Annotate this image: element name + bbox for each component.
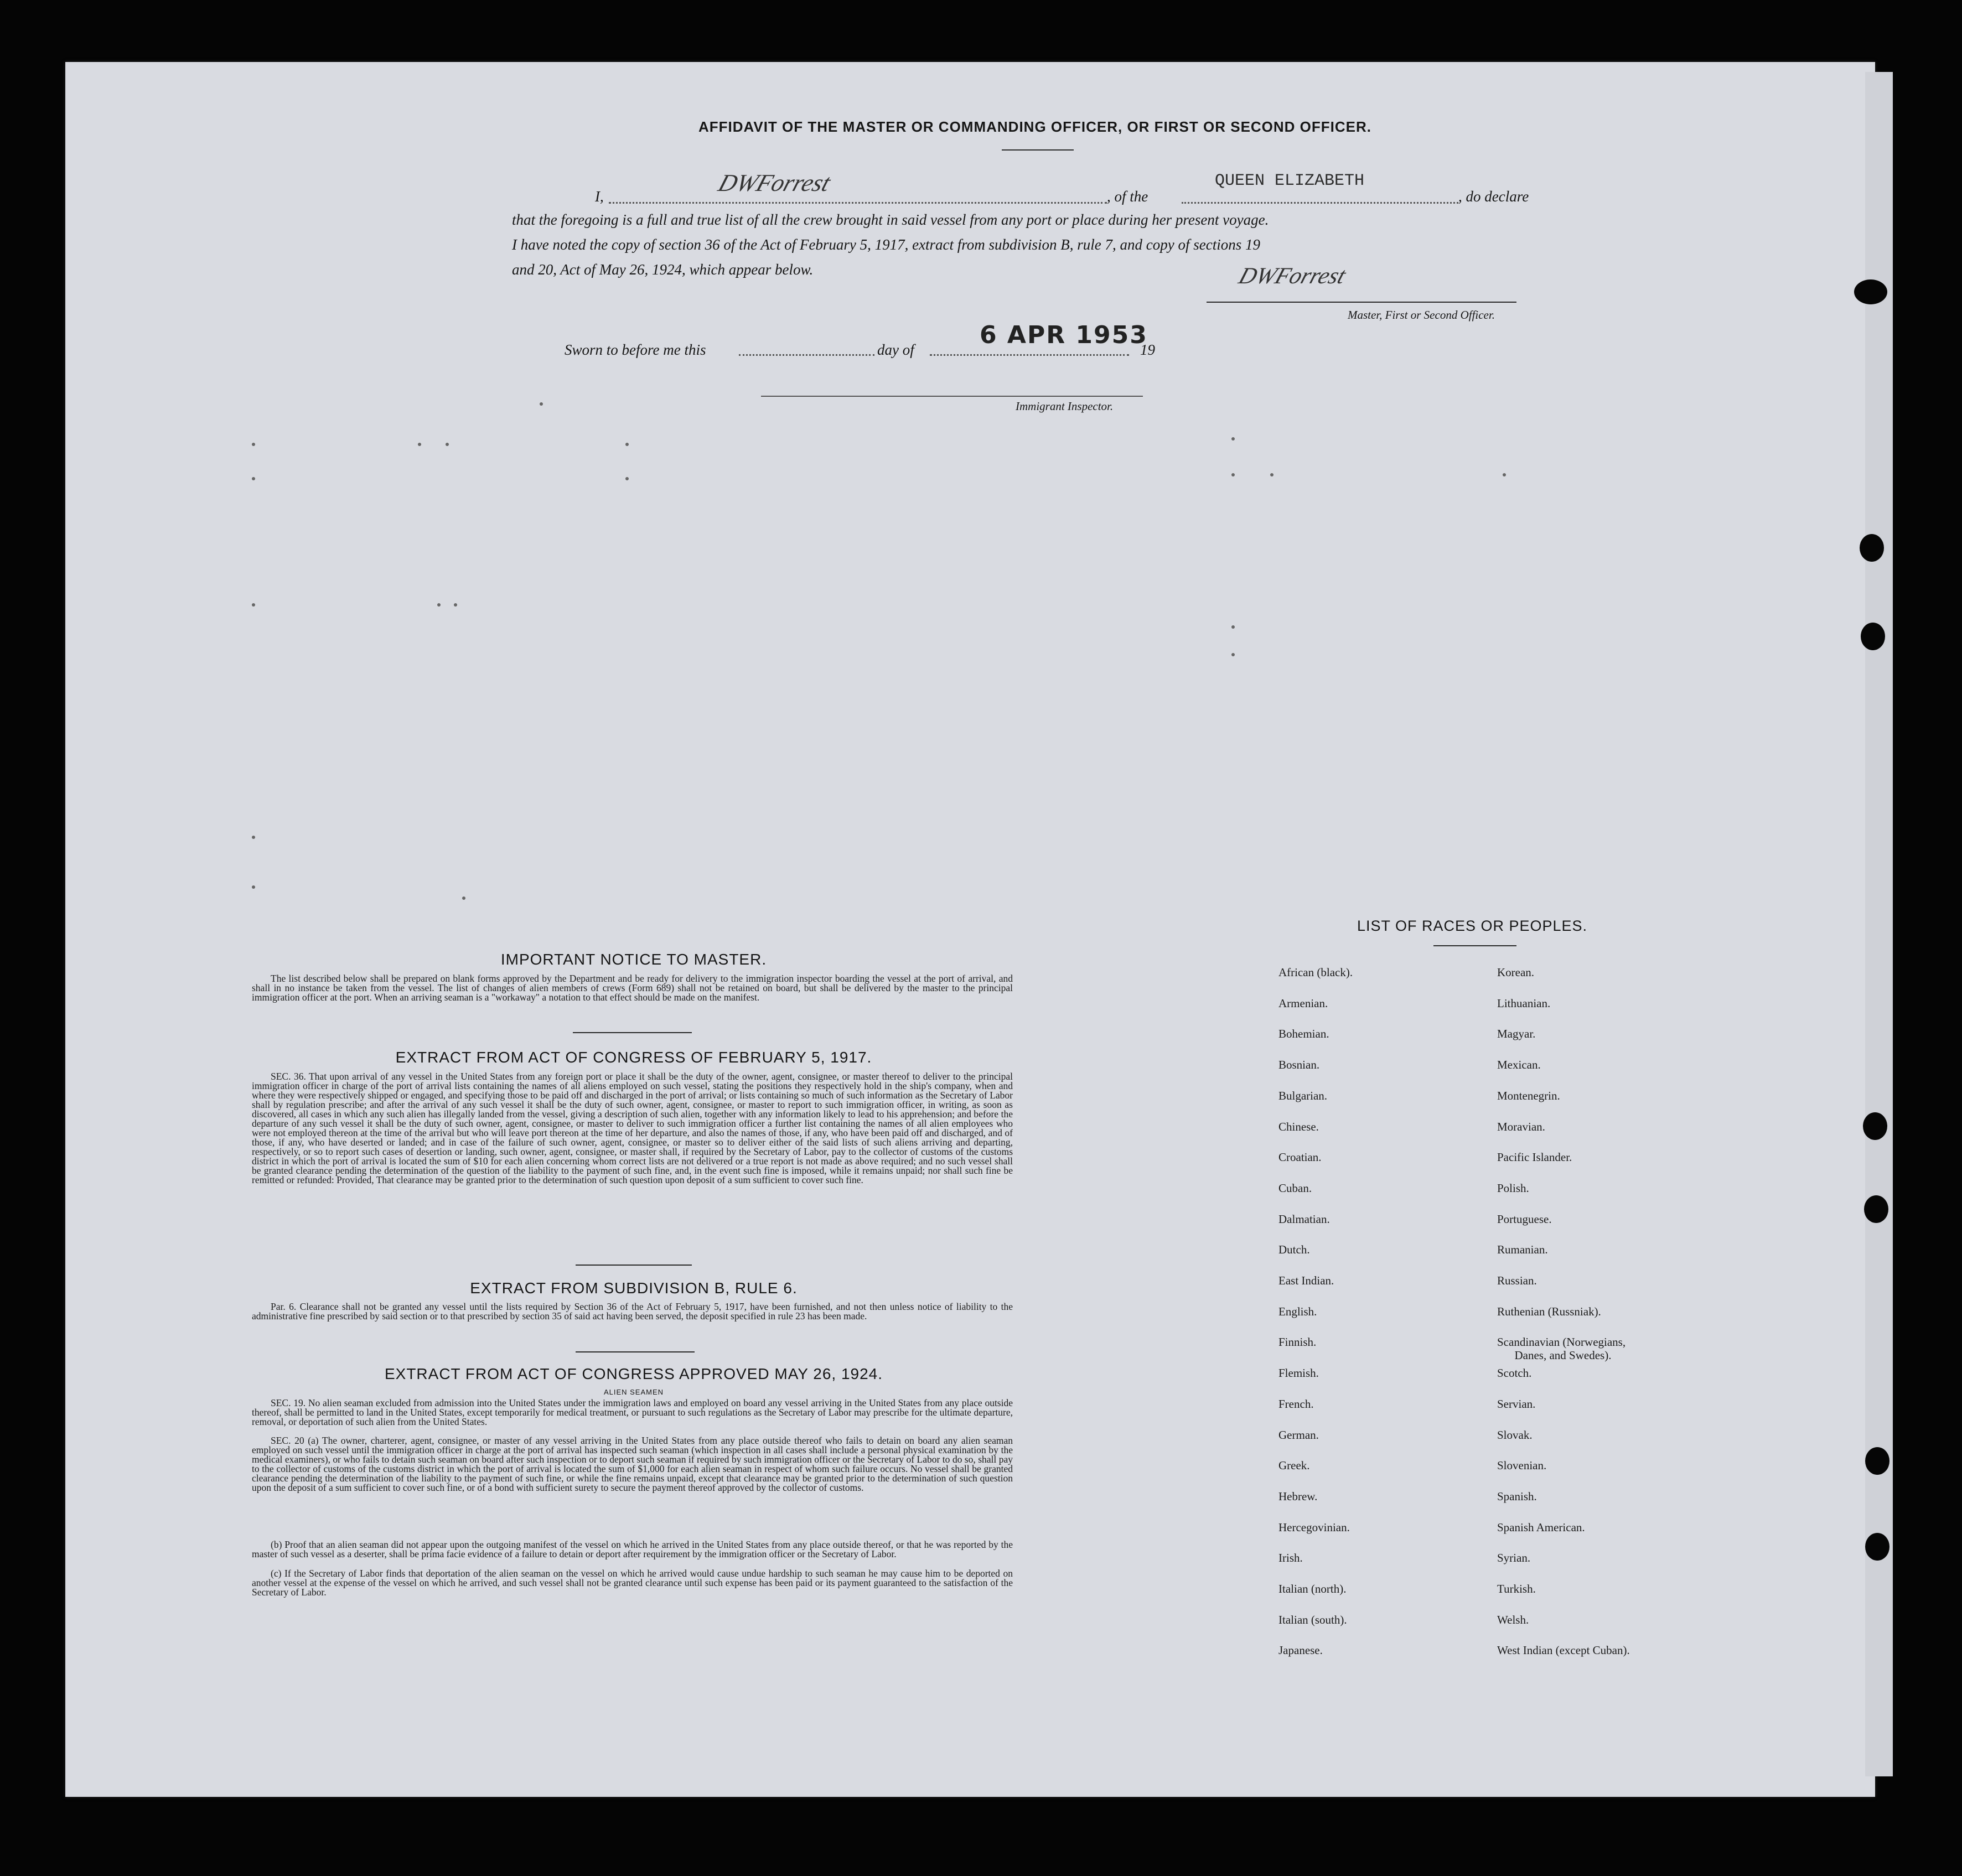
affidavit-line-4: and 20, Act of May 26, 1924, which appear below. bbox=[512, 261, 814, 278]
bleed-dot bbox=[1503, 473, 1506, 476]
date-stamp: 6 APR 1953 bbox=[980, 321, 1148, 349]
race-entry: Greek. bbox=[1278, 1459, 1310, 1473]
day-of-label: day of bbox=[877, 341, 914, 358]
race-entry: Slovenian. bbox=[1497, 1459, 1547, 1473]
race-entry: Hebrew. bbox=[1278, 1489, 1318, 1503]
subdivision-b-title: EXTRACT FROM SUBDIVISION B, RULE 6. bbox=[470, 1279, 798, 1297]
race-entry: Mexican. bbox=[1497, 1058, 1541, 1072]
race-entry: Dutch. bbox=[1278, 1243, 1310, 1257]
inspector-caption: Immigrant Inspector. bbox=[1016, 400, 1114, 413]
bleed-dot bbox=[252, 836, 255, 839]
race-entry: Slovak. bbox=[1497, 1428, 1533, 1442]
sworn-label: Sworn to before me this bbox=[565, 341, 706, 358]
subdivision-b-divider bbox=[576, 1351, 695, 1352]
do-declare-label: , do declare bbox=[1458, 188, 1529, 205]
extract-1924-sec19: SEC. 19. No alien seaman excluded from admission into the United States under the immigration laws and employed on board any vessel arriving in the United States from any place outside thereof, shall be permitted to land in the United States, except temporarily for medical treatment, or pursuant to such regulations as the Secretary of Labor may prescribe for the ultimate departure, removal, or deportation of such alien from the United States. bbox=[252, 1397, 1013, 1427]
sworn-day-line bbox=[739, 354, 874, 356]
year-prefix: 19 bbox=[1140, 341, 1155, 358]
binding-hole bbox=[1861, 623, 1885, 650]
race-entry: Ruthenian (Russniak). bbox=[1497, 1304, 1601, 1318]
race-entry: Rumanian. bbox=[1497, 1243, 1548, 1257]
signer-name-handwritten: DWForrest bbox=[715, 169, 834, 196]
bleed-dot bbox=[252, 443, 255, 446]
race-entry: Magyar. bbox=[1497, 1027, 1536, 1041]
race-entry: Moravian. bbox=[1497, 1120, 1545, 1133]
bleed-dot bbox=[625, 477, 629, 480]
vessel-name: QUEEN ELIZABETH bbox=[1215, 172, 1365, 190]
race-entry: Spanish American. bbox=[1497, 1520, 1585, 1534]
master-signature-line bbox=[1207, 302, 1516, 303]
race-entry: Spanish. bbox=[1497, 1489, 1537, 1503]
bleed-dot bbox=[437, 603, 441, 607]
notice-divider bbox=[573, 1032, 692, 1033]
race-entry: Syrian. bbox=[1497, 1551, 1531, 1565]
bleed-dot bbox=[625, 443, 629, 446]
race-entry: Finnish. bbox=[1278, 1335, 1317, 1349]
race-entry: Irish. bbox=[1278, 1551, 1303, 1565]
extract-1924-subhead: ALIEN SEAMEN bbox=[603, 1388, 664, 1396]
binding-hole bbox=[1865, 1447, 1889, 1475]
bleed-dot bbox=[418, 443, 421, 446]
vessel-name-line bbox=[1182, 202, 1458, 204]
affidavit-i-prefix: I, bbox=[595, 188, 604, 205]
race-entry: Italian (south). bbox=[1278, 1613, 1347, 1626]
races-title-rule bbox=[1433, 945, 1516, 946]
extract-1924-sec20b: (b) Proof that an alien seaman did not appear upon the outgoing manifest of the vessel on which he arrived in the United States from any place outside thereof, or that he was reported by the master of such vessel as a deserter, shall be prima facie evidence of a failure to detain or deport after requirement by the immigration officer or the Secretary of Labor. bbox=[252, 1539, 1013, 1559]
race-entry: Montenegrin. bbox=[1497, 1089, 1560, 1102]
bleed-dot bbox=[1231, 473, 1235, 476]
race-entry: Hercegovinian. bbox=[1278, 1520, 1350, 1534]
race-entry: English. bbox=[1278, 1304, 1317, 1318]
affidavit-line-3: I have noted the copy of section 36 of the Act of February 5, 1917, extract from subdivision B, rule 7, and copy of sections 19 bbox=[512, 236, 1260, 253]
signer-name-line bbox=[609, 202, 1107, 204]
bleed-dot bbox=[1270, 473, 1274, 476]
affidavit-title: AFFIDAVIT OF THE MASTER OR COMMANDING OFFICER, OR FIRST OR SECOND OFFICER. bbox=[698, 118, 1372, 135]
extract-1924-sec20a: SEC. 20 (a) The owner, charterer, agent, consignee, or master of any vessel arriving in the United States from any place outside thereof who fails to detain on board any alien seaman employed on such vessel until the immigration officer in charge at the port of arrival has inspected such seaman (which inspection in all cases shall include a personal physical examination by the medical examiners), or who fails to detain such seaman on board after such inspection or to deport such seaman if required by such immigration officer or the Secretary of Labor to do so, shall pay to the collector of customs of the customs district in which the port of arrival is located the sum of $1,000 for each alien seaman in respect of whom such failure occurs. No vessel shall be granted clearance pending the determination of the liability to the payment of such fine, or while the fine remains unpaid, except that clearance may be granted prior to the determination of such question upon the deposit of a sum sufficient to cover such fine, or of a bond with sufficient surety to secure the payment thereof approved by the collector of customs. bbox=[252, 1435, 1013, 1493]
bleed-dot bbox=[462, 896, 465, 900]
race-entry: Turkish. bbox=[1497, 1582, 1536, 1595]
binding-hole bbox=[1860, 534, 1884, 562]
master-signature: DWForrest bbox=[1235, 263, 1349, 289]
extract-1917-body: SEC. 36. That upon arrival of any vessel in the United States from any foreign port or place it shall be the duty of the owner, agent, consignee, or master thereof to deliver to the principal immigration officer in charge of the port of arrival lists containing the names of all aliens employed on such vessel, stating the positions they respectively hold in the ship's company, when and where they were respectively shipped or engaged, and specifying those to be paid off and discharged in the port of arrival; or lists containing so much of such information as the Secretary of Labor shall by regulation prescribe; and after the arrival of any such vessel it shall be the duty of such owner, agent, consignee, or master to report to such immigration officer, in writing, as soon as discovered, all cases in which any such alien has illegally landed from the vessel, giving a description of such alien, together with any information likely to lead to his apprehension; and before the departure of any such vessel it shall be the duty of such owner, agent, consignee, or master to deliver to such immigration officer a further list containing the names of all alien employees who were not employed thereon at the time of the arrival but who will leave port thereon at the time of her departure, and also the names of those, if any, who have been paid off and discharged, and of those, if any, who have deserted or landed; and in case of the failure of such owner, agent, consignee, or master so to deliver either of the said lists of such aliens arriving and departing, respectively, or so to report such cases of desertion or landing, such owner, agent, consignee, or master shall, if required by the Secretary of Labor, pay to the collector of customs of the customs district in which the port of arrival is located the sum of $10 for each alien concerning whom correct lists are not delivered or a true report is not made as above required; and no such vessel shall be granted clearance pending the determination of the question of the liability to the payment of such fine, and, in the event such fine is imposed, while it remains unpaid; nor shall such fine be remitted or refunded: Provided, That clearance may be granted prior to the determination of such question upon deposit of a sum sufficient to cover such fine. bbox=[252, 1071, 1013, 1185]
race-entry: German. bbox=[1278, 1428, 1319, 1442]
bleed-dot bbox=[454, 603, 457, 607]
race-entry: Armenian. bbox=[1278, 996, 1328, 1010]
of-the-label: , of the bbox=[1107, 188, 1148, 205]
extract-1917-title: EXTRACT FROM ACT OF CONGRESS OF FEBRUARY 5, 1917. bbox=[395, 1049, 872, 1066]
bleed-dot bbox=[1231, 625, 1235, 629]
race-entry: Dalmatian. bbox=[1278, 1212, 1330, 1226]
notice-body: The list described below shall be prepared on blank forms approved by the Department and be ready for delivery to the immigration inspector boarding the vessel at the port of arrival, and shall in no instance be taken from the vessel. The list of changes of alien members of crews (Form 689) shall not be retained on board, but shall be delivered by the master to the principal immigration officer at the port. When an arriving seaman is a "workaway" a notation to that effect should be made on the manifest. bbox=[252, 973, 1013, 1003]
extract-1924-sec20c: (c) If the Secretary of Labor finds that deportation of the alien seaman on the vessel on which he arrived would cause undue hardship to such seaman he may cause him to be deported on another vessel at the expense of the vessel on which he arrived, and such vessel shall not be granted clearance until such expense has been paid or its payment guaranteed to the satisfaction of the Secretary of Labor. bbox=[252, 1568, 1013, 1598]
race-entry: Scandinavian (Norwegians, Danes, and Swedes). bbox=[1497, 1335, 1626, 1362]
sworn-month-line bbox=[930, 354, 1129, 356]
bleed-dot bbox=[252, 477, 255, 480]
binding-hole bbox=[1863, 1112, 1887, 1140]
extract-1924-title: EXTRACT FROM ACT OF CONGRESS APPROVED MAY 26, 1924. bbox=[384, 1365, 883, 1382]
bleed-dot bbox=[540, 402, 543, 406]
bleed-dot bbox=[252, 885, 255, 889]
races-title: LIST OF RACES OR PEOPLES. bbox=[1357, 918, 1588, 934]
race-entry: Bosnian. bbox=[1278, 1058, 1320, 1072]
race-entry: Korean. bbox=[1497, 966, 1535, 979]
binding-hole bbox=[1864, 1195, 1888, 1223]
race-entry: Welsh. bbox=[1497, 1613, 1529, 1626]
binding-hole bbox=[1865, 1533, 1889, 1561]
extract-1917-divider bbox=[576, 1265, 692, 1266]
race-entry: Cuban. bbox=[1278, 1181, 1312, 1195]
affidavit-title-rule bbox=[1002, 149, 1074, 151]
notice-title: IMPORTANT NOTICE TO MASTER. bbox=[500, 951, 767, 968]
race-entry: Portuguese. bbox=[1497, 1212, 1552, 1226]
affidavit-line-2: that the foregoing is a full and true list of all the crew brought in said vessel from any port or place during her present voyage. bbox=[512, 211, 1269, 228]
race-entry: Scotch. bbox=[1497, 1366, 1532, 1380]
subdivision-b-body: Par. 6. Clearance shall not be granted any vessel until the lists required by Section 36 of the Act of February 5, 1917, have been furnished, and not then unless notice of liability to the administrative fine prescribed by said section or to that prescribed by section 35 of said act having been served, the deposit specified in rule 23 has been made. bbox=[252, 1301, 1013, 1322]
race-entry: Lithuanian. bbox=[1497, 996, 1551, 1010]
inspector-signature-line bbox=[761, 396, 1143, 397]
race-entry: Polish. bbox=[1497, 1181, 1529, 1195]
race-entry: Russian. bbox=[1497, 1274, 1537, 1287]
race-entry: Bulgarian. bbox=[1278, 1089, 1328, 1102]
master-signature-caption: Master, First or Second Officer. bbox=[1348, 308, 1495, 322]
race-entry: Japanese. bbox=[1278, 1644, 1323, 1657]
binding-hole bbox=[1854, 279, 1887, 304]
race-entry: French. bbox=[1278, 1397, 1314, 1411]
race-entry: East Indian. bbox=[1278, 1274, 1334, 1287]
bleed-dot bbox=[446, 443, 449, 446]
sheet-torn-edge bbox=[1865, 72, 1893, 1776]
race-entry: Pacific Islander. bbox=[1497, 1151, 1572, 1164]
race-entry: West Indian (except Cuban). bbox=[1497, 1644, 1630, 1657]
race-entry: African (black). bbox=[1278, 966, 1353, 979]
bleed-dot bbox=[252, 603, 255, 607]
race-entry: Croatian. bbox=[1278, 1151, 1322, 1164]
race-entry: Servian. bbox=[1497, 1397, 1536, 1411]
bleed-dot bbox=[1231, 437, 1235, 441]
race-entry: Italian (north). bbox=[1278, 1582, 1347, 1595]
race-entry: Flemish. bbox=[1278, 1366, 1319, 1380]
race-entry: Bohemian. bbox=[1278, 1027, 1329, 1041]
bleed-dot bbox=[1231, 653, 1235, 656]
race-entry: Chinese. bbox=[1278, 1120, 1319, 1133]
